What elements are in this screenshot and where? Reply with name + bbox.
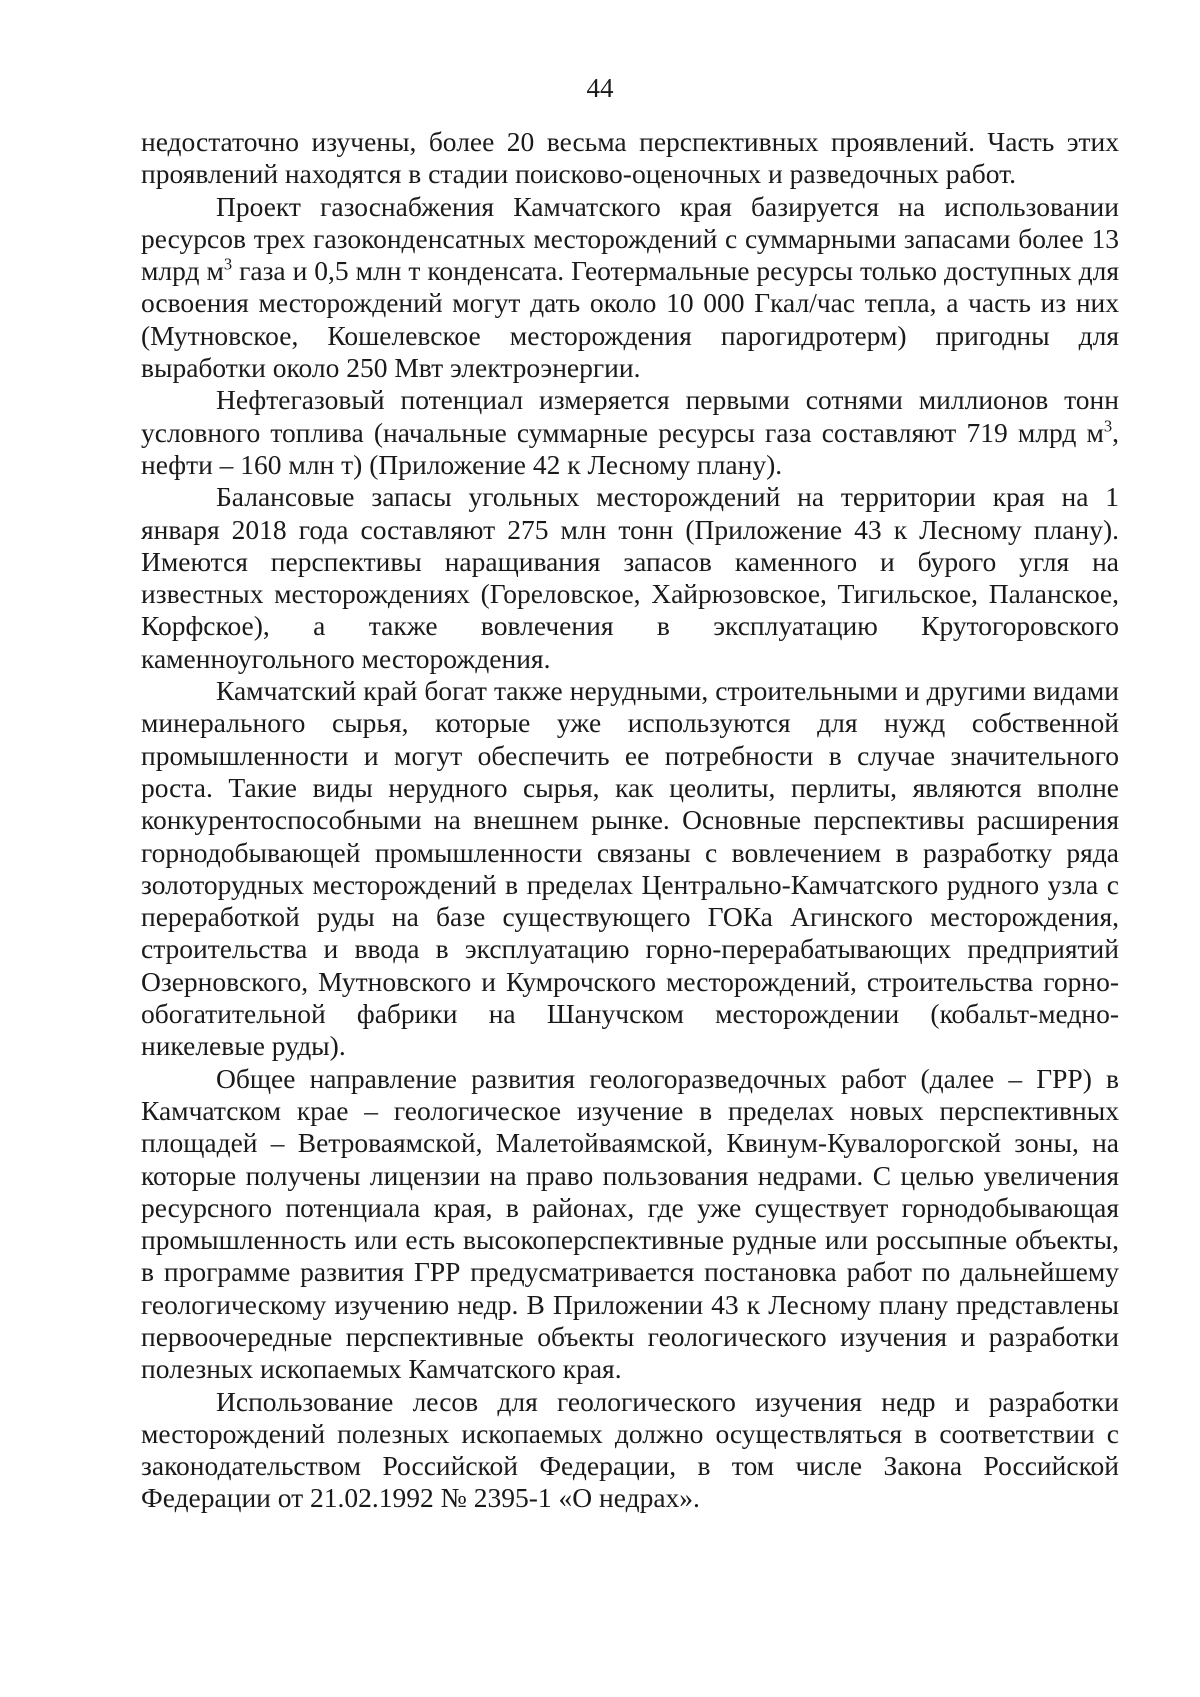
paragraph-text: Проект газоснабжения Камчатского края базируется на использовании ресурсов трех газоконденсатных месторождений с суммарными запасами более 13 млрд м [141,190,1119,287]
paragraph-oil-gas-potential [141,384,1119,481]
paragraph-exploration-direction [141,1063,1119,1386]
superscript: 3 [1103,415,1113,435]
paragraph-text: Нефтегазовый потенциал измеряется первыми сотнями миллионов тонн условного топлива (начальные суммарные ресурсы газа составляют 719 млрд м [141,384,1119,448]
superscript: 3 [223,254,233,274]
paragraph-gas-supply [141,191,1119,385]
paragraph-continuation [141,126,1119,191]
paragraph-text: Балансовые запасы угольных месторождений на территории края на 1 января 2018 года составляют 275 млн тонн (Приложение 43 к Лесному плану). Имеются перспективы наращивания запасов каменного и бурого угля на известных месторождениях (Гореловское, Хайрюзовское, Тигильское, Паланское, Корфское), а также вовлечения в эксплуатацию Крутогоровского каменноугольного месторождения. [141,481,1119,674]
document-body [141,126,1119,1515]
paragraph-forest-use [141,1386,1119,1515]
paragraph-text: газа и 0,5 млн т конденсата. Геотермальные ресурсы только доступных для освоения месторождений могут дать около 10 000 Гкал/час тепла, а часть из них (Мутновское, Кошелевское месторождения парогидротерм) пригодны для выработки около 250 Мвт электроэнергии. [141,255,1119,384]
paragraph-text: Камчатский край богат также нерудными, строительными и другими видами минерального сырья, которые уже используются для нужд собственной промышленности и могут обеспечить ее потребности в случае значительного роста. Такие виды нерудного сырья, как цеолиты, перлиты, являются вполне конкурентоспособными на внешнем рынке. Основные перспективы расширения горнодобывающей промышленности связаны с вовлечением в разработку ряда золоторудных месторождений в пределах Центрально-Камчатского рудного узла с переработкой руды на базе существующего ГОКа Агинского месторождения, строительства и ввода в эксплуатацию горно-перерабатывающих предприятий Озерновского, Мутновского и Кумрочского месторождений, строительства горно-обогатительной фабрики на Шанучском месторождении (кобальт-медно-никелевые руды). [141,675,1119,1062]
paragraph-nonmetallic-resources [141,675,1119,1063]
paragraph-text: Общее направление развития геологоразведочных работ (далее – ГРР) в Камчатском крае – геологическое изучение в пределах новых перспективных площадей – Ветроваямской, Малетойваямской, Квинум-Кувалорогской зоны, на которые получены лицензии на право пользования недрами. С целью увеличения ресурсного потенциала края, в районах, где уже существует горнодобывающая промышленность или есть высокоперспективные рудные или россыпные объекты, в программе развития ГРР предусматривается постановка работ по дальнейшему геологическому изучению недр. В Приложении 43 к Лесному плану представлены первоочередные перспективные объекты геологического изучения и разработки полезных ископаемых Камчатского края. [141,1062,1119,1385]
paragraph-text: , нефти – 160 млн т) (Приложение 42 к Лесному плану). [141,416,1119,480]
paragraph-text: недостаточно изучены, более 20 весьма перспективных проявлений. Часть этих проявлений находятся в стадии поисково-оценочных и разведочных работ. [141,126,1119,190]
paragraph-coal-reserves [141,481,1119,675]
page-number: 44 [586,73,614,103]
paragraph-text: Использование лесов для геологического изучения недр и разработки месторождений полезных ископаемых должно осуществляться в соответствии с законодательством Российской Федерации, в том числе Закона Российской Федерации от 21.02.1992 № 2395-1 «О недрах». [141,1385,1119,1514]
